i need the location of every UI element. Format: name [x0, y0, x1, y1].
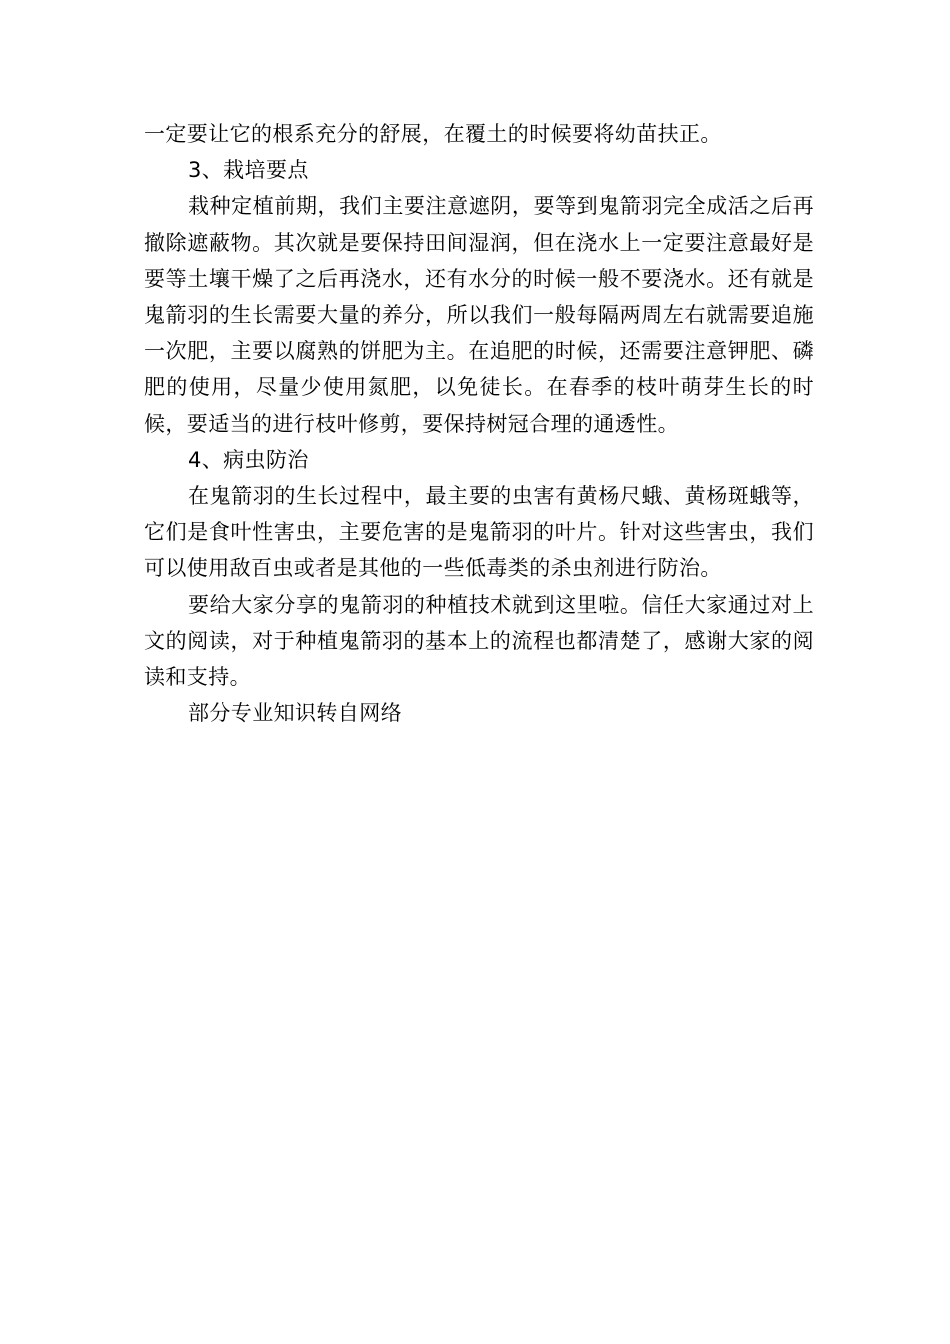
section-heading-pest-control: 4、病虫防治: [188, 447, 309, 472]
paragraph-continuation: 一定要让它的根系充分的舒展，在覆土的时候要将幼苗扶正。: [144, 122, 722, 146]
paragraph-source-note: 部分专业知识转自网络: [188, 701, 402, 726]
paragraph-conclusion: 要给大家分享的鬼箭羽的种植技术就到这里啦。信任大家通过对上文的阅读，对于种植鬼箭羽的基本上的流程也都清楚了，感谢大家的阅读和支持。: [144, 592, 814, 690]
document-body: [144, 116, 814, 731]
section-heading-cultivation: 3、栽培要点: [188, 158, 309, 183]
paragraph-pest-control: 在鬼箭羽的生长过程中，最主要的虫害有黄杨尺蛾、黄杨斑蛾等，它们是食叶性害虫，主要危害的是鬼箭羽的叶片。针对这些害虫，我们可以使用敌百虫或者是其他的一些低毒类的杀虫剂进行防治。: [144, 484, 814, 581]
paragraph-cultivation-points: 栽种定植前期，我们主要注意遮阴，要等到鬼箭羽完全成活之后再撤除遮蔽物。其次就是要保持田间湿润，但在浇水上一定要注意最好是要等土壤干燥了之后再浇水，还有水分的时候一般不要浇水。还有就是鬼箭羽的生长需要大量的养分，所以我们一般每隔两周左右就需要追施一次肥，主要以腐熟的饼肥为主。在追肥的时候，还需要注意钾肥、磷肥的使用，尽量少使用氮肥，以免徒长。在春季的枝叶萌芽生长的时候，要适当的进行枝叶修剪，要保持树冠合理的通透性。: [144, 194, 814, 436]
